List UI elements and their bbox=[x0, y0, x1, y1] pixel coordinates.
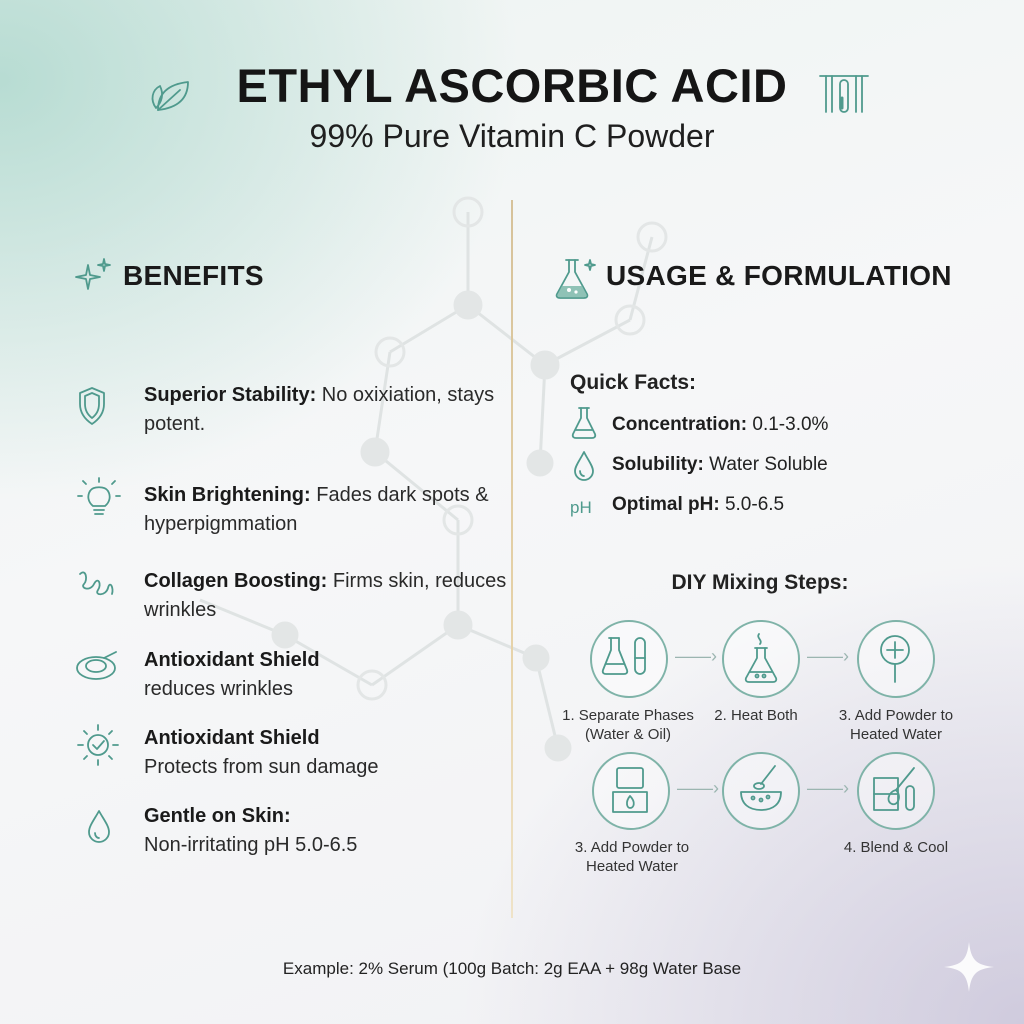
fact-concentration: Concentration: 0.1-3.0% bbox=[612, 414, 829, 435]
droplet-icon bbox=[572, 450, 596, 482]
ph-icon: pH bbox=[570, 498, 592, 517]
fact-optimal-ph: Optimal pH: 5.0-6.5 bbox=[612, 494, 785, 515]
spring-coil-icon bbox=[76, 566, 118, 602]
fact-solubility: Solubility: Water Soluble bbox=[612, 454, 828, 475]
lightbulb-icon bbox=[76, 476, 122, 522]
shield-ring-icon bbox=[74, 648, 120, 684]
arrow-right-icon: ——› bbox=[807, 778, 849, 798]
benefit-item: Collagen Boosting: Firms skin, reduces wrinkles bbox=[144, 570, 507, 621]
quick-facts-heading: Quick Facts: bbox=[570, 371, 697, 394]
diy-heading: DIY Mixing Steps: bbox=[671, 571, 849, 594]
example-note: Example: 2% Serum (100g Batch: 2g EAA + 98g Water Base bbox=[282, 959, 742, 978]
benefit-item: Gentle on Skin: Non-irritating pH 5.0-6.5 bbox=[144, 805, 358, 856]
sparkles-icon bbox=[74, 255, 114, 297]
arrow-right-icon: ——› bbox=[675, 646, 717, 666]
page-subtitle: 99% Pure Vitamin C Powder bbox=[309, 118, 715, 154]
benefit-item: Antioxidant Shield Protects from sun damage bbox=[144, 727, 379, 778]
step-label: 1. Separate Phases (Water & Oil) bbox=[562, 707, 694, 743]
heating-flask-icon bbox=[741, 630, 781, 686]
benefit-item: Skin Brightening: Fades dark spots & hyperpigmmation bbox=[144, 484, 489, 535]
bowl-scoop-icon bbox=[737, 762, 785, 816]
whisk-beaker-icon bbox=[870, 764, 920, 816]
step-label: 4. Blend & Cool bbox=[843, 839, 949, 856]
benefits-heading: BENEFITS bbox=[123, 260, 264, 291]
burner-icon bbox=[609, 764, 651, 816]
benefit-item: Antioxidant Shield reduces wrinkles bbox=[144, 649, 320, 700]
usage-heading: USAGE & FORMULATION bbox=[606, 260, 952, 291]
flask-sparkle-icon bbox=[552, 256, 598, 300]
beakers-icon bbox=[601, 634, 655, 682]
step-label: 3. Add Powder to Heated Water bbox=[838, 707, 954, 743]
arrow-right-icon: ——› bbox=[677, 778, 719, 798]
magnifier-icon bbox=[874, 632, 916, 686]
sun-check-icon bbox=[75, 722, 121, 768]
droplet-icon bbox=[86, 808, 112, 844]
step-label: 2. Heat Both bbox=[714, 707, 798, 724]
flask-icon bbox=[570, 406, 598, 440]
arrow-right-icon: ——› bbox=[807, 646, 849, 666]
benefit-item: Superior Stability: No oxixiation, stays potent. bbox=[144, 384, 495, 435]
sparkle-icon bbox=[942, 940, 996, 994]
page-title: ETHYL ASCORBIC ACID bbox=[236, 59, 788, 112]
shield-icon bbox=[78, 386, 106, 426]
test-tubes-icon bbox=[818, 72, 870, 116]
step-label: 3. Add Powder to Heated Water bbox=[574, 839, 690, 875]
